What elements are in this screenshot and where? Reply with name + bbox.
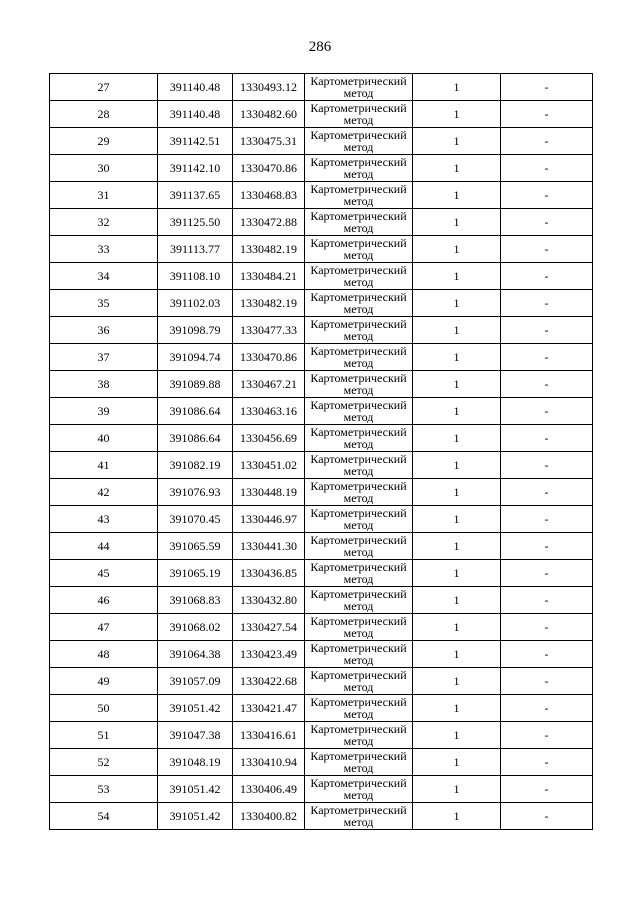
table-row	[50, 641, 593, 668]
x-coordinate-cell: 391137.65	[158, 182, 233, 209]
method-cell	[305, 506, 413, 533]
method-label-line2: метод	[343, 735, 374, 747]
method-label-line1: Картометрический	[310, 506, 407, 520]
method-cell	[305, 344, 413, 371]
point-number-cell: 49	[50, 668, 158, 695]
table-row	[50, 560, 593, 587]
coordinates-table	[49, 73, 593, 830]
y-coordinate-cell: 1330493.12	[233, 74, 305, 101]
y-coordinate-cell: 1330482.60	[233, 101, 305, 128]
table-row	[50, 614, 593, 641]
method-label-line1: Картометрический	[310, 101, 407, 115]
x-coordinate-cell: 391142.51	[158, 128, 233, 155]
description-cell: -	[501, 74, 593, 101]
method-label-line1: Картометрический	[310, 749, 407, 763]
description-cell: -	[501, 317, 593, 344]
table-row	[50, 290, 593, 317]
method-cell	[305, 128, 413, 155]
method-label-line1: Картометрический	[310, 587, 407, 601]
x-coordinate-cell: 391089.88	[158, 371, 233, 398]
method-cell	[305, 209, 413, 236]
description-cell: -	[501, 209, 593, 236]
point-number-cell: 34	[50, 263, 158, 290]
method-cell	[305, 479, 413, 506]
point-number-cell: 52	[50, 749, 158, 776]
mean-error-cell: 1	[413, 101, 501, 128]
table-row	[50, 263, 593, 290]
description-cell: -	[501, 533, 593, 560]
point-number-cell: 46	[50, 587, 158, 614]
description-cell: -	[501, 290, 593, 317]
point-number-cell: 51	[50, 722, 158, 749]
table-row	[50, 344, 593, 371]
mean-error-cell: 1	[413, 263, 501, 290]
method-cell	[305, 587, 413, 614]
x-coordinate-cell: 391108.10	[158, 263, 233, 290]
description-cell: -	[501, 236, 593, 263]
mean-error-cell: 1	[413, 128, 501, 155]
table-row	[50, 317, 593, 344]
y-coordinate-cell: 1330463.16	[233, 398, 305, 425]
mean-error-cell: 1	[413, 668, 501, 695]
x-coordinate-cell: 391051.42	[158, 803, 233, 830]
method-label-line2: метод	[343, 465, 374, 477]
mean-error-cell: 1	[413, 803, 501, 830]
table-row	[50, 749, 593, 776]
method-label-line2: метод	[343, 384, 374, 396]
description-cell: -	[501, 371, 593, 398]
x-coordinate-cell: 391098.79	[158, 317, 233, 344]
mean-error-cell: 1	[413, 695, 501, 722]
method-cell	[305, 398, 413, 425]
method-label-line2: метод	[343, 357, 374, 369]
y-coordinate-cell: 1330421.47	[233, 695, 305, 722]
table-row	[50, 398, 593, 425]
point-number-cell: 43	[50, 506, 158, 533]
table-row	[50, 668, 593, 695]
method-label-line1: Картометрический	[310, 776, 407, 790]
method-label-line2: метод	[343, 195, 374, 207]
x-coordinate-cell: 391113.77	[158, 236, 233, 263]
mean-error-cell: 1	[413, 209, 501, 236]
table-row	[50, 803, 593, 830]
method-cell	[305, 101, 413, 128]
y-coordinate-cell: 1330468.83	[233, 182, 305, 209]
point-number-cell: 44	[50, 533, 158, 560]
method-label-line1: Картометрический	[310, 803, 407, 817]
description-cell: -	[501, 479, 593, 506]
mean-error-cell: 1	[413, 506, 501, 533]
method-label-line1: Картометрический	[310, 371, 407, 385]
point-number-cell: 47	[50, 614, 158, 641]
description-cell: -	[501, 425, 593, 452]
point-number-cell: 53	[50, 776, 158, 803]
point-number-cell: 45	[50, 560, 158, 587]
method-label-line1: Картометрический	[310, 263, 407, 277]
x-coordinate-cell: 391142.10	[158, 155, 233, 182]
method-cell	[305, 371, 413, 398]
method-cell	[305, 803, 413, 830]
coordinates-table-body	[50, 74, 593, 830]
method-cell	[305, 317, 413, 344]
y-coordinate-cell: 1330472.88	[233, 209, 305, 236]
mean-error-cell: 1	[413, 776, 501, 803]
method-cell	[305, 74, 413, 101]
description-cell: -	[501, 155, 593, 182]
method-label-line1: Картометрический	[310, 695, 407, 709]
y-coordinate-cell: 1330477.33	[233, 317, 305, 344]
point-number-cell: 28	[50, 101, 158, 128]
method-label-line1: Картометрический	[310, 533, 407, 547]
mean-error-cell: 1	[413, 371, 501, 398]
method-label-line2: метод	[343, 249, 374, 261]
table-row	[50, 209, 593, 236]
point-number-cell: 36	[50, 317, 158, 344]
method-cell	[305, 182, 413, 209]
table-row	[50, 722, 593, 749]
method-label-line1: Картометрический	[310, 722, 407, 736]
table-row	[50, 587, 593, 614]
description-cell: -	[501, 776, 593, 803]
method-label-line1: Картометрический	[310, 641, 407, 655]
method-cell	[305, 641, 413, 668]
method-cell	[305, 425, 413, 452]
mean-error-cell: 1	[413, 452, 501, 479]
table-row	[50, 776, 593, 803]
y-coordinate-cell: 1330482.19	[233, 290, 305, 317]
point-number-cell: 29	[50, 128, 158, 155]
method-label-line1: Картометрический	[310, 452, 407, 466]
point-number-cell: 30	[50, 155, 158, 182]
x-coordinate-cell: 391068.83	[158, 587, 233, 614]
description-cell: -	[501, 398, 593, 425]
mean-error-cell: 1	[413, 182, 501, 209]
description-cell: -	[501, 641, 593, 668]
y-coordinate-cell: 1330470.86	[233, 344, 305, 371]
table-row	[50, 506, 593, 533]
page-number: 286	[308, 39, 332, 55]
y-coordinate-cell: 1330470.86	[233, 155, 305, 182]
method-label-line1: Картометрический	[310, 209, 407, 223]
point-number-cell: 37	[50, 344, 158, 371]
x-coordinate-cell: 391076.93	[158, 479, 233, 506]
y-coordinate-cell: 1330423.49	[233, 641, 305, 668]
y-coordinate-cell: 1330475.31	[233, 128, 305, 155]
point-number-cell: 35	[50, 290, 158, 317]
table-row	[50, 182, 593, 209]
table-row	[50, 74, 593, 101]
x-coordinate-cell: 391086.64	[158, 425, 233, 452]
mean-error-cell: 1	[413, 290, 501, 317]
method-label-line2: метод	[343, 546, 374, 558]
method-label-line1: Картометрический	[310, 128, 407, 142]
mean-error-cell: 1	[413, 344, 501, 371]
point-number-cell: 50	[50, 695, 158, 722]
description-cell: -	[501, 803, 593, 830]
table-row	[50, 425, 593, 452]
y-coordinate-cell: 1330436.85	[233, 560, 305, 587]
mean-error-cell: 1	[413, 641, 501, 668]
method-cell	[305, 614, 413, 641]
method-label-line1: Картометрический	[310, 560, 407, 574]
point-number-cell: 33	[50, 236, 158, 263]
description-cell: -	[501, 587, 593, 614]
point-number-cell: 48	[50, 641, 158, 668]
method-label-line2: метод	[343, 222, 374, 234]
table-row	[50, 452, 593, 479]
x-coordinate-cell: 391068.02	[158, 614, 233, 641]
point-number-cell: 40	[50, 425, 158, 452]
method-label-line1: Картометрический	[310, 182, 407, 196]
description-cell: -	[501, 263, 593, 290]
description-cell: -	[501, 749, 593, 776]
method-label-line1: Картометрический	[310, 479, 407, 493]
x-coordinate-cell: 391086.64	[158, 398, 233, 425]
y-coordinate-cell: 1330482.19	[233, 236, 305, 263]
x-coordinate-cell: 391065.19	[158, 560, 233, 587]
method-label-line2: метод	[343, 600, 374, 612]
method-label-line2: метод	[343, 519, 374, 531]
table-row	[50, 128, 593, 155]
method-label-line2: метод	[343, 303, 374, 315]
method-label-line1: Картометрический	[310, 398, 407, 412]
mean-error-cell: 1	[413, 479, 501, 506]
mean-error-cell: 1	[413, 533, 501, 560]
description-cell: -	[501, 128, 593, 155]
method-cell	[305, 236, 413, 263]
method-label-line1: Картометрический	[310, 155, 407, 169]
mean-error-cell: 1	[413, 236, 501, 263]
x-coordinate-cell: 391065.59	[158, 533, 233, 560]
method-cell	[305, 290, 413, 317]
description-cell: -	[501, 695, 593, 722]
mean-error-cell: 1	[413, 749, 501, 776]
y-coordinate-cell: 1330432.80	[233, 587, 305, 614]
method-label-line2: метод	[343, 438, 374, 450]
x-coordinate-cell: 391048.19	[158, 749, 233, 776]
description-cell: -	[501, 452, 593, 479]
mean-error-cell: 1	[413, 317, 501, 344]
y-coordinate-cell: 1330400.82	[233, 803, 305, 830]
point-number-cell: 41	[50, 452, 158, 479]
method-cell	[305, 722, 413, 749]
mean-error-cell: 1	[413, 74, 501, 101]
mean-error-cell: 1	[413, 614, 501, 641]
x-coordinate-cell: 391051.42	[158, 776, 233, 803]
method-cell	[305, 155, 413, 182]
point-number-cell: 54	[50, 803, 158, 830]
description-cell: -	[501, 101, 593, 128]
method-cell	[305, 263, 413, 290]
mean-error-cell: 1	[413, 587, 501, 614]
x-coordinate-cell: 391102.03	[158, 290, 233, 317]
y-coordinate-cell: 1330416.61	[233, 722, 305, 749]
table-row	[50, 236, 593, 263]
method-label-line1: Картометрический	[310, 236, 407, 250]
y-coordinate-cell: 1330441.30	[233, 533, 305, 560]
method-cell	[305, 452, 413, 479]
method-label-line2: метод	[343, 573, 374, 585]
x-coordinate-cell: 391082.19	[158, 452, 233, 479]
method-label-line2: метод	[343, 492, 374, 504]
y-coordinate-cell: 1330427.54	[233, 614, 305, 641]
x-coordinate-cell: 391051.42	[158, 695, 233, 722]
y-coordinate-cell: 1330422.68	[233, 668, 305, 695]
method-cell	[305, 695, 413, 722]
method-label-line1: Картометрический	[310, 425, 407, 439]
x-coordinate-cell: 391094.74	[158, 344, 233, 371]
method-label-line2: метод	[343, 627, 374, 639]
method-label-line1: Картометрический	[310, 668, 407, 682]
description-cell: -	[501, 722, 593, 749]
x-coordinate-cell: 391047.38	[158, 722, 233, 749]
method-label-line2: метод	[343, 87, 374, 99]
table-row	[50, 479, 593, 506]
method-label-line2: метод	[343, 762, 374, 774]
method-label-line1: Картометрический	[310, 74, 407, 88]
description-cell: -	[501, 668, 593, 695]
description-cell: -	[501, 344, 593, 371]
method-cell	[305, 668, 413, 695]
method-label-line2: метод	[343, 411, 374, 423]
y-coordinate-cell: 1330446.97	[233, 506, 305, 533]
x-coordinate-cell: 391057.09	[158, 668, 233, 695]
method-label-line2: метод	[343, 789, 374, 801]
table-row	[50, 155, 593, 182]
method-label-line1: Картометрический	[310, 290, 407, 304]
method-cell	[305, 560, 413, 587]
method-label-line2: метод	[343, 168, 374, 180]
x-coordinate-cell: 391125.50	[158, 209, 233, 236]
method-label-line2: метод	[343, 708, 374, 720]
mean-error-cell: 1	[413, 155, 501, 182]
point-number-cell: 32	[50, 209, 158, 236]
x-coordinate-cell: 391064.38	[158, 641, 233, 668]
table-row	[50, 101, 593, 128]
mean-error-cell: 1	[413, 398, 501, 425]
method-cell	[305, 533, 413, 560]
y-coordinate-cell: 1330410.94	[233, 749, 305, 776]
mean-error-cell: 1	[413, 425, 501, 452]
x-coordinate-cell: 391070.45	[158, 506, 233, 533]
table-row	[50, 695, 593, 722]
method-label-line1: Картометрический	[310, 317, 407, 331]
y-coordinate-cell: 1330467.21	[233, 371, 305, 398]
method-label-line1: Картометрический	[310, 614, 407, 628]
y-coordinate-cell: 1330448.19	[233, 479, 305, 506]
point-number-cell: 39	[50, 398, 158, 425]
method-label-line2: метод	[343, 816, 374, 828]
method-label-line2: метод	[343, 681, 374, 693]
method-label-line1: Картометрический	[310, 344, 407, 358]
method-label-line2: метод	[343, 114, 374, 126]
method-cell	[305, 749, 413, 776]
table-row	[50, 371, 593, 398]
method-label-line2: метод	[343, 276, 374, 288]
description-cell: -	[501, 506, 593, 533]
x-coordinate-cell: 391140.48	[158, 101, 233, 128]
method-cell	[305, 776, 413, 803]
method-label-line2: метод	[343, 141, 374, 153]
description-cell: -	[501, 614, 593, 641]
method-label-line2: метод	[343, 330, 374, 342]
table-row	[50, 533, 593, 560]
point-number-cell: 38	[50, 371, 158, 398]
description-cell: -	[501, 182, 593, 209]
point-number-cell: 31	[50, 182, 158, 209]
description-cell: -	[501, 560, 593, 587]
y-coordinate-cell: 1330406.49	[233, 776, 305, 803]
y-coordinate-cell: 1330484.21	[233, 263, 305, 290]
method-label-line2: метод	[343, 654, 374, 666]
y-coordinate-cell: 1330456.69	[233, 425, 305, 452]
point-number-cell: 27	[50, 74, 158, 101]
mean-error-cell: 1	[413, 722, 501, 749]
mean-error-cell: 1	[413, 560, 501, 587]
y-coordinate-cell: 1330451.02	[233, 452, 305, 479]
x-coordinate-cell: 391140.48	[158, 74, 233, 101]
point-number-cell: 42	[50, 479, 158, 506]
